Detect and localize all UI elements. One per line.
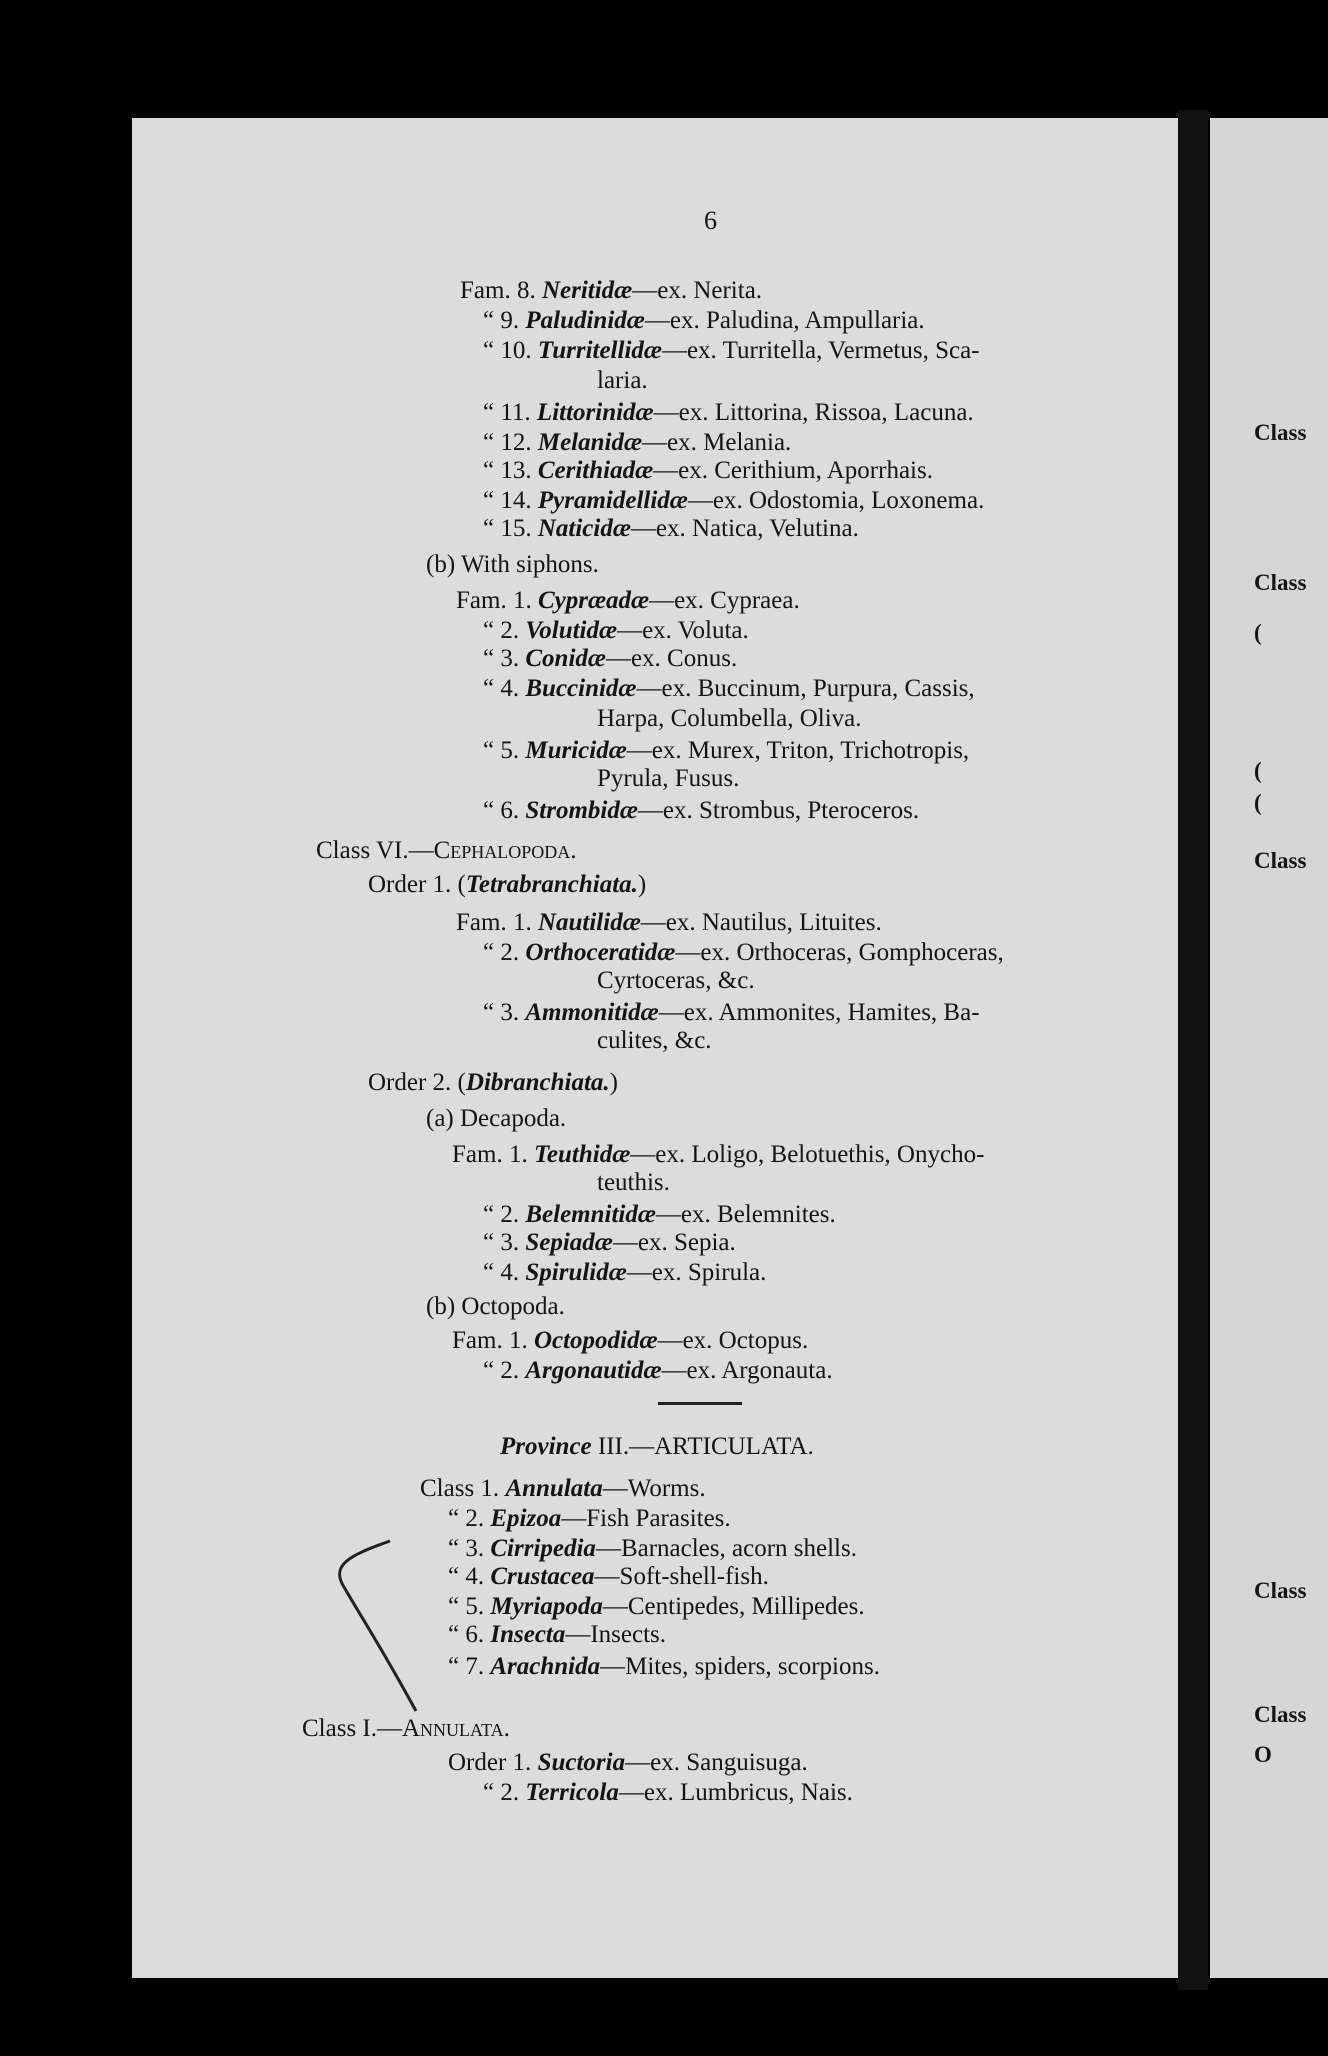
taxon-name: Epizoa bbox=[490, 1505, 562, 1532]
line-rest: —ex. Loligo, Belotuethis, Onycho- bbox=[630, 1141, 985, 1168]
taxon-name: Muricidæ bbox=[525, 737, 627, 764]
taxon-name: Cirripedia bbox=[490, 1535, 596, 1562]
line-rest: —ex. Strombus, Pteroceros. bbox=[637, 797, 920, 824]
taxon-name: Cypræadæ bbox=[537, 587, 650, 614]
text-line bbox=[597, 366, 648, 396]
taxon-name: Argonautidæ bbox=[525, 1357, 662, 1384]
line-rest: —ex. Murex, Triton, Trichotropis, bbox=[626, 737, 970, 764]
text-line bbox=[483, 456, 933, 486]
facing-page-fragment: ( bbox=[1254, 790, 1262, 815]
text-line bbox=[483, 796, 919, 826]
class-name: Annulata. bbox=[402, 1715, 510, 1742]
taxon-name: Province bbox=[500, 1433, 592, 1460]
text-line bbox=[500, 1432, 814, 1462]
text-line bbox=[597, 1168, 670, 1198]
taxon-name: Melanidæ bbox=[537, 429, 643, 456]
line-rest: —Barnacles, acorn shells. bbox=[595, 1535, 857, 1562]
text-line bbox=[448, 1620, 666, 1650]
line-prefix: culites, &c. bbox=[597, 1027, 712, 1054]
text-line bbox=[597, 1026, 712, 1056]
line-prefix: Cyrtoceras, &c. bbox=[597, 967, 755, 994]
line-prefix: “ 15. bbox=[483, 515, 538, 542]
text-line bbox=[452, 1326, 808, 1356]
text-line bbox=[483, 1356, 833, 1386]
text-line bbox=[448, 1652, 880, 1682]
facing-page-fragment: ( bbox=[1254, 758, 1262, 783]
line-rest: —ex. Sepia. bbox=[612, 1229, 736, 1256]
line-prefix: (b) Octopoda. bbox=[426, 1293, 565, 1320]
line-prefix: Pyrula, Fusus. bbox=[597, 765, 740, 792]
taxon-name: Nautilidæ bbox=[537, 909, 641, 936]
text-line bbox=[483, 998, 980, 1028]
line-rest: —ex. Cerithium, Aporrhais. bbox=[653, 457, 933, 484]
facing-page-fragment: Class bbox=[1254, 420, 1307, 445]
line-rest: —Mites, spiders, scorpions. bbox=[600, 1653, 880, 1680]
line-prefix: Fam. 1. bbox=[452, 1327, 534, 1354]
line-prefix: Fam. 1. bbox=[452, 1141, 534, 1168]
line-prefix: “ 4. bbox=[483, 675, 526, 702]
line-prefix: laria. bbox=[597, 367, 648, 394]
line-rest: —ex. Conus. bbox=[605, 645, 738, 672]
text-line bbox=[460, 276, 762, 306]
taxon-name: Crustacea bbox=[490, 1563, 595, 1590]
text-line bbox=[597, 704, 862, 734]
line-rest: —ex. Ammonites, Hamites, Ba- bbox=[658, 999, 980, 1026]
line-rest: —ex. Cypraea. bbox=[649, 587, 800, 614]
line-prefix: “ 3. bbox=[483, 645, 526, 672]
taxon-name: Sepiadæ bbox=[525, 1229, 613, 1256]
taxon-name: Spirulidæ bbox=[525, 1259, 627, 1286]
facing-page-fragment: Class bbox=[1254, 1702, 1307, 1727]
taxon-name: Ammonitidæ bbox=[525, 999, 659, 1026]
text-line bbox=[316, 836, 577, 866]
text-line bbox=[426, 550, 599, 580]
line-prefix: Fam. 1. bbox=[456, 587, 538, 614]
text-line bbox=[483, 1200, 836, 1230]
taxon-name: Teuthidæ bbox=[533, 1141, 631, 1168]
line-rest: ) bbox=[637, 871, 647, 898]
taxon-name: Annulata bbox=[505, 1475, 603, 1502]
line-rest: ) bbox=[609, 1069, 618, 1096]
text-line bbox=[456, 908, 882, 938]
taxon-name: Myriapoda bbox=[490, 1593, 603, 1620]
line-prefix: “ 5. bbox=[448, 1593, 491, 1620]
text-line bbox=[368, 870, 646, 900]
line-rest: —ex. Nautilus, Lituites. bbox=[640, 909, 882, 936]
facing-page-fragment: Class bbox=[1254, 570, 1307, 595]
line-prefix: “ 3. bbox=[483, 999, 526, 1026]
pencil-scrawl-mark bbox=[330, 1535, 440, 1715]
taxon-name: Buccinidæ bbox=[525, 675, 637, 702]
text-line bbox=[426, 1292, 565, 1322]
text-line bbox=[483, 644, 737, 674]
line-rest: —ex. Buccinum, Purpura, Cassis, bbox=[636, 675, 975, 702]
text-line bbox=[597, 764, 739, 794]
taxon-name: Cerithiadæ bbox=[537, 457, 654, 484]
line-rest: —Soft-shell-fish. bbox=[594, 1563, 769, 1590]
text-line bbox=[368, 1068, 618, 1098]
taxon-name: Naticidæ bbox=[537, 515, 631, 542]
taxon-name: Paludinidæ bbox=[525, 307, 645, 334]
line-rest: —ex. Belemnites. bbox=[655, 1201, 836, 1228]
line-prefix: “ 3. bbox=[483, 1229, 526, 1256]
taxon-name: Insecta bbox=[490, 1621, 566, 1648]
facing-page-fragment: Class bbox=[1254, 848, 1307, 873]
text-line bbox=[483, 938, 1004, 968]
section-rule bbox=[658, 1402, 742, 1405]
text-line bbox=[483, 1258, 766, 1288]
line-rest: —ex. Turritella, Vermetus, Sca- bbox=[661, 337, 980, 364]
taxon-name: Octopodidæ bbox=[533, 1327, 658, 1354]
taxon-name: Neritidæ bbox=[541, 277, 633, 304]
line-prefix: “ 4. bbox=[448, 1563, 491, 1590]
text-line bbox=[448, 1592, 865, 1622]
text-line bbox=[483, 736, 969, 766]
line-prefix: “ 2. bbox=[483, 617, 526, 644]
page-number: 6 bbox=[704, 206, 717, 235]
line-prefix: “ 2. bbox=[483, 1201, 526, 1228]
line-prefix: “ 3. bbox=[448, 1535, 491, 1562]
text-line bbox=[483, 674, 975, 704]
line-rest: —Worms. bbox=[602, 1475, 706, 1502]
text-line bbox=[483, 428, 791, 458]
line-rest: —ex. Orthoceras, Gomphoceras, bbox=[675, 939, 1004, 966]
facing-page-fragment: ( bbox=[1254, 620, 1262, 645]
line-prefix: Fam. 1. bbox=[456, 909, 538, 936]
line-prefix: “ 9. bbox=[483, 307, 526, 334]
text-line bbox=[483, 306, 925, 336]
text-line bbox=[483, 1228, 736, 1258]
line-rest: III.—ARTICULATA. bbox=[591, 1433, 814, 1460]
line-prefix: “ 7. bbox=[448, 1653, 491, 1680]
text-line bbox=[597, 966, 755, 996]
line-rest: —ex. Argonauta. bbox=[661, 1357, 833, 1384]
line-prefix: “ 6. bbox=[448, 1621, 491, 1648]
line-prefix: teuthis. bbox=[597, 1169, 670, 1196]
line-rest: —ex. Sanguisuga. bbox=[625, 1749, 808, 1776]
text-line bbox=[302, 1714, 510, 1744]
taxon-name: Littorinidæ bbox=[536, 399, 654, 426]
text-line bbox=[483, 1778, 853, 1808]
line-prefix: “ 10. bbox=[483, 337, 538, 364]
taxon-name: Suctoria bbox=[537, 1749, 626, 1776]
taxon-name: Arachnida bbox=[490, 1653, 601, 1680]
text-line bbox=[483, 514, 859, 544]
line-prefix: “ 2. bbox=[483, 1779, 526, 1806]
line-prefix: “ 14. bbox=[483, 487, 538, 514]
line-prefix: “ 2. bbox=[448, 1505, 491, 1532]
line-prefix: “ 4. bbox=[483, 1259, 526, 1286]
line-prefix: Order 1. bbox=[448, 1749, 538, 1776]
line-prefix: (b) With siphons. bbox=[426, 551, 599, 578]
taxon-name: Conidæ bbox=[525, 645, 606, 672]
line-rest: —Centipedes, Millipedes. bbox=[602, 1593, 865, 1620]
line-prefix: “ 5. bbox=[483, 737, 526, 764]
line-prefix: “ 2. bbox=[483, 939, 526, 966]
line-rest: —ex. Odostomia, Loxonema. bbox=[687, 487, 985, 514]
taxon-name: Strombidæ bbox=[525, 797, 638, 824]
line-rest: —Fish Parasites. bbox=[561, 1505, 731, 1532]
line-prefix: “ 13. bbox=[483, 457, 538, 484]
line-rest: —ex. Natica, Velutina. bbox=[630, 515, 859, 542]
page-gutter bbox=[1178, 110, 1208, 1990]
taxon-name: Volutidæ bbox=[525, 617, 618, 644]
text-line bbox=[448, 1748, 808, 1778]
line-rest: —Insects. bbox=[565, 1621, 667, 1648]
taxon-name: Pyramidellidæ bbox=[537, 487, 688, 514]
line-prefix: “ 2. bbox=[483, 1357, 526, 1384]
text-line bbox=[420, 1474, 706, 1504]
line-rest: —ex. Paludina, Ampullaria. bbox=[644, 307, 925, 334]
line-prefix: “ 12. bbox=[483, 429, 538, 456]
text-line bbox=[448, 1534, 857, 1564]
line-rest: —ex. Nerita. bbox=[632, 277, 763, 304]
facing-page-fragment: Class bbox=[1254, 1578, 1307, 1603]
line-rest: —ex. Octopus. bbox=[657, 1327, 809, 1354]
line-prefix: Class I.— bbox=[302, 1715, 402, 1742]
facing-page-fragment: O bbox=[1254, 1742, 1272, 1767]
text-line bbox=[426, 1104, 566, 1134]
line-prefix: Class VI.— bbox=[316, 837, 434, 864]
line-prefix: Harpa, Columbella, Oliva. bbox=[597, 705, 862, 732]
taxon-name: Turritellidæ bbox=[537, 337, 662, 364]
line-prefix: “ 11. bbox=[483, 399, 537, 426]
text-line bbox=[483, 336, 980, 366]
text-line bbox=[448, 1504, 731, 1534]
text-line bbox=[483, 486, 984, 516]
line-prefix: Order 2. ( bbox=[368, 1069, 466, 1096]
line-prefix: (a) Decapoda. bbox=[426, 1105, 567, 1132]
class-name: Cephalopoda. bbox=[433, 837, 577, 864]
taxon-name: Orthoceratidæ bbox=[525, 939, 676, 966]
text-line bbox=[483, 398, 974, 428]
text-line bbox=[448, 1562, 769, 1592]
line-rest: —ex. Littorina, Rissoa, Lacuna. bbox=[653, 399, 974, 426]
taxon-name: Tetrabranchiata. bbox=[465, 871, 638, 898]
taxon-name: Terricola bbox=[525, 1779, 619, 1806]
facing-page bbox=[1210, 118, 1328, 1978]
text-line bbox=[483, 616, 749, 646]
line-rest: —ex. Melania. bbox=[642, 429, 792, 456]
line-prefix: “ 6. bbox=[483, 797, 526, 824]
taxon-name: Belemnitidæ bbox=[525, 1201, 656, 1228]
line-rest: —ex. Lumbricus, Nais. bbox=[618, 1779, 853, 1806]
text-line bbox=[452, 1140, 984, 1170]
line-prefix: Fam. 8. bbox=[460, 277, 542, 304]
line-rest: —ex. Voluta. bbox=[617, 617, 749, 644]
line-prefix: Order 1. ( bbox=[368, 871, 466, 898]
line-rest: —ex. Spirula. bbox=[626, 1259, 767, 1286]
taxon-name: Dibranchiata. bbox=[465, 1069, 610, 1096]
text-line bbox=[456, 586, 800, 616]
line-prefix: Class 1. bbox=[420, 1475, 506, 1502]
